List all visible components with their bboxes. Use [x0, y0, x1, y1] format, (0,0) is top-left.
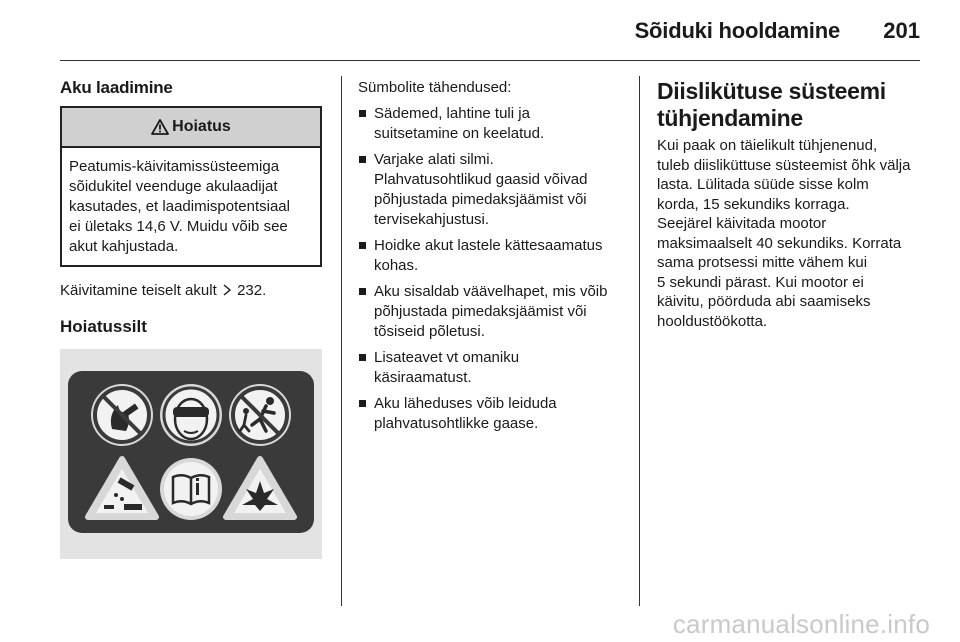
- warning-header: [62, 108, 320, 148]
- keep-children-away-icon: [229, 384, 291, 446]
- warning-line: Peatumis-käivitamissüsteemiga: [69, 158, 280, 175]
- list-item-line: Aku sisaldab väävelhapet, mis võib: [374, 283, 608, 300]
- text-line: 5 sekundi pärast. Kui mootor ei: [657, 273, 864, 291]
- eye-protection-icon: [160, 384, 222, 446]
- list-item: [358, 150, 624, 230]
- list-item-line: käsiraamatust.: [374, 369, 472, 386]
- list-item-line: tõsiseid põletusi.: [374, 323, 485, 340]
- watermark-text: carmanualsonline.info: [672, 609, 930, 639]
- middle-column: [358, 78, 624, 434]
- left-column: [60, 78, 323, 559]
- warning-text: [62, 148, 320, 265]
- list-item-line: Aku läheduses võib leiduda: [374, 395, 557, 412]
- column-divider-right: [639, 76, 640, 606]
- text-line: Seejärel käivitada mootor: [657, 215, 827, 232]
- list-item: [358, 348, 624, 388]
- jump-start-reference: [60, 281, 323, 301]
- header-divider: [60, 60, 920, 61]
- list-item-line: Plahvatusohtlikud gaasid võivad: [374, 171, 588, 188]
- diesel-bleeding-text: [657, 136, 925, 331]
- diesel-bleeding-heading: [657, 78, 925, 132]
- text-line: korda, 15 sekundiks korraga.: [657, 195, 850, 213]
- right-column: [657, 78, 925, 331]
- heading-line: tühjendamine: [657, 105, 803, 131]
- list-item-line: Varjake alati silmi.: [374, 151, 494, 168]
- bullet-square-icon: [359, 110, 366, 117]
- list-item-line: tervisekahjustusi.: [374, 211, 490, 228]
- list-item-line: põhjustada pimedaksjäämist või: [374, 303, 587, 320]
- warning-triangle-icon: [151, 119, 169, 135]
- battery-charging-heading: Aku laadimine: [60, 78, 173, 97]
- text-line: lasta. Lülitada süüde sisse kolm: [657, 176, 869, 193]
- list-item: [358, 282, 624, 342]
- text-line: käivitu, pöörduda abi saamiseks: [657, 293, 871, 310]
- bullet-square-icon: [359, 242, 366, 249]
- list-item-line: plahvatusohtlikke gaase.: [374, 415, 539, 432]
- page-number: 201: [883, 18, 920, 43]
- list-item: [358, 236, 624, 276]
- list-item-line: Hoidke akut lastele kättesaamatus: [374, 237, 603, 254]
- jump-start-text: Käivitamine teiselt akult: [60, 282, 217, 299]
- warning-box: [60, 106, 322, 267]
- page-reference-arrow-icon: [222, 284, 232, 296]
- text-line: tuleb diisliküttuse süsteemist õhk välja: [657, 156, 911, 174]
- text-line: hooldustöökotta.: [657, 312, 768, 330]
- text-line: Kui paak on täielikult tühjenenud,: [657, 137, 878, 154]
- warning-line: sõidukitel veenduge akulaadijat: [69, 178, 278, 195]
- warning-line: kasutades, et laadimispotentsiaal: [69, 198, 290, 215]
- warning-line: akut kahjustada.: [69, 238, 179, 255]
- list-item: [358, 394, 624, 434]
- warning-line: ei ületaks 14,6 V. Muidu võib see: [69, 218, 288, 235]
- list-item-line: suitsetamine on keelatud.: [374, 125, 545, 142]
- text-line: maksimaalselt 40 sekundiks. Korrata: [657, 234, 902, 252]
- battery-warning-label-image: [60, 349, 322, 559]
- read-manual-icon: [160, 458, 222, 520]
- symbol-meanings-list: [358, 104, 624, 434]
- list-item-line: kohas.: [374, 257, 419, 274]
- bullet-square-icon: [359, 354, 366, 361]
- symbol-meanings-intro: Sümbolite tähendused:: [358, 79, 512, 96]
- column-divider-left: [341, 76, 342, 606]
- bullet-square-icon: [359, 156, 366, 163]
- warning-title: Hoiatus: [172, 118, 231, 135]
- list-item: [358, 104, 624, 144]
- section-title: Sõiduki hooldamine: [634, 18, 840, 43]
- warning-label-heading: Hoiatussilt: [60, 317, 147, 336]
- no-fire-icon: [91, 384, 153, 446]
- list-item-line: Lisateavet vt omaniku: [374, 349, 520, 366]
- jump-start-page-link[interactable]: 232.: [237, 282, 267, 299]
- bullet-square-icon: [359, 288, 366, 295]
- bullet-square-icon: [359, 400, 366, 407]
- list-item-line: põhjustada pimedaksjäämist või: [374, 191, 587, 208]
- list-item-line: Sädemed, lahtine tuli ja: [374, 105, 530, 122]
- text-line: sama protsessi mitte vähem kui: [657, 254, 868, 271]
- battery-warning-label: [60, 349, 322, 559]
- heading-line: Diislikütuse süsteemi: [657, 78, 886, 104]
